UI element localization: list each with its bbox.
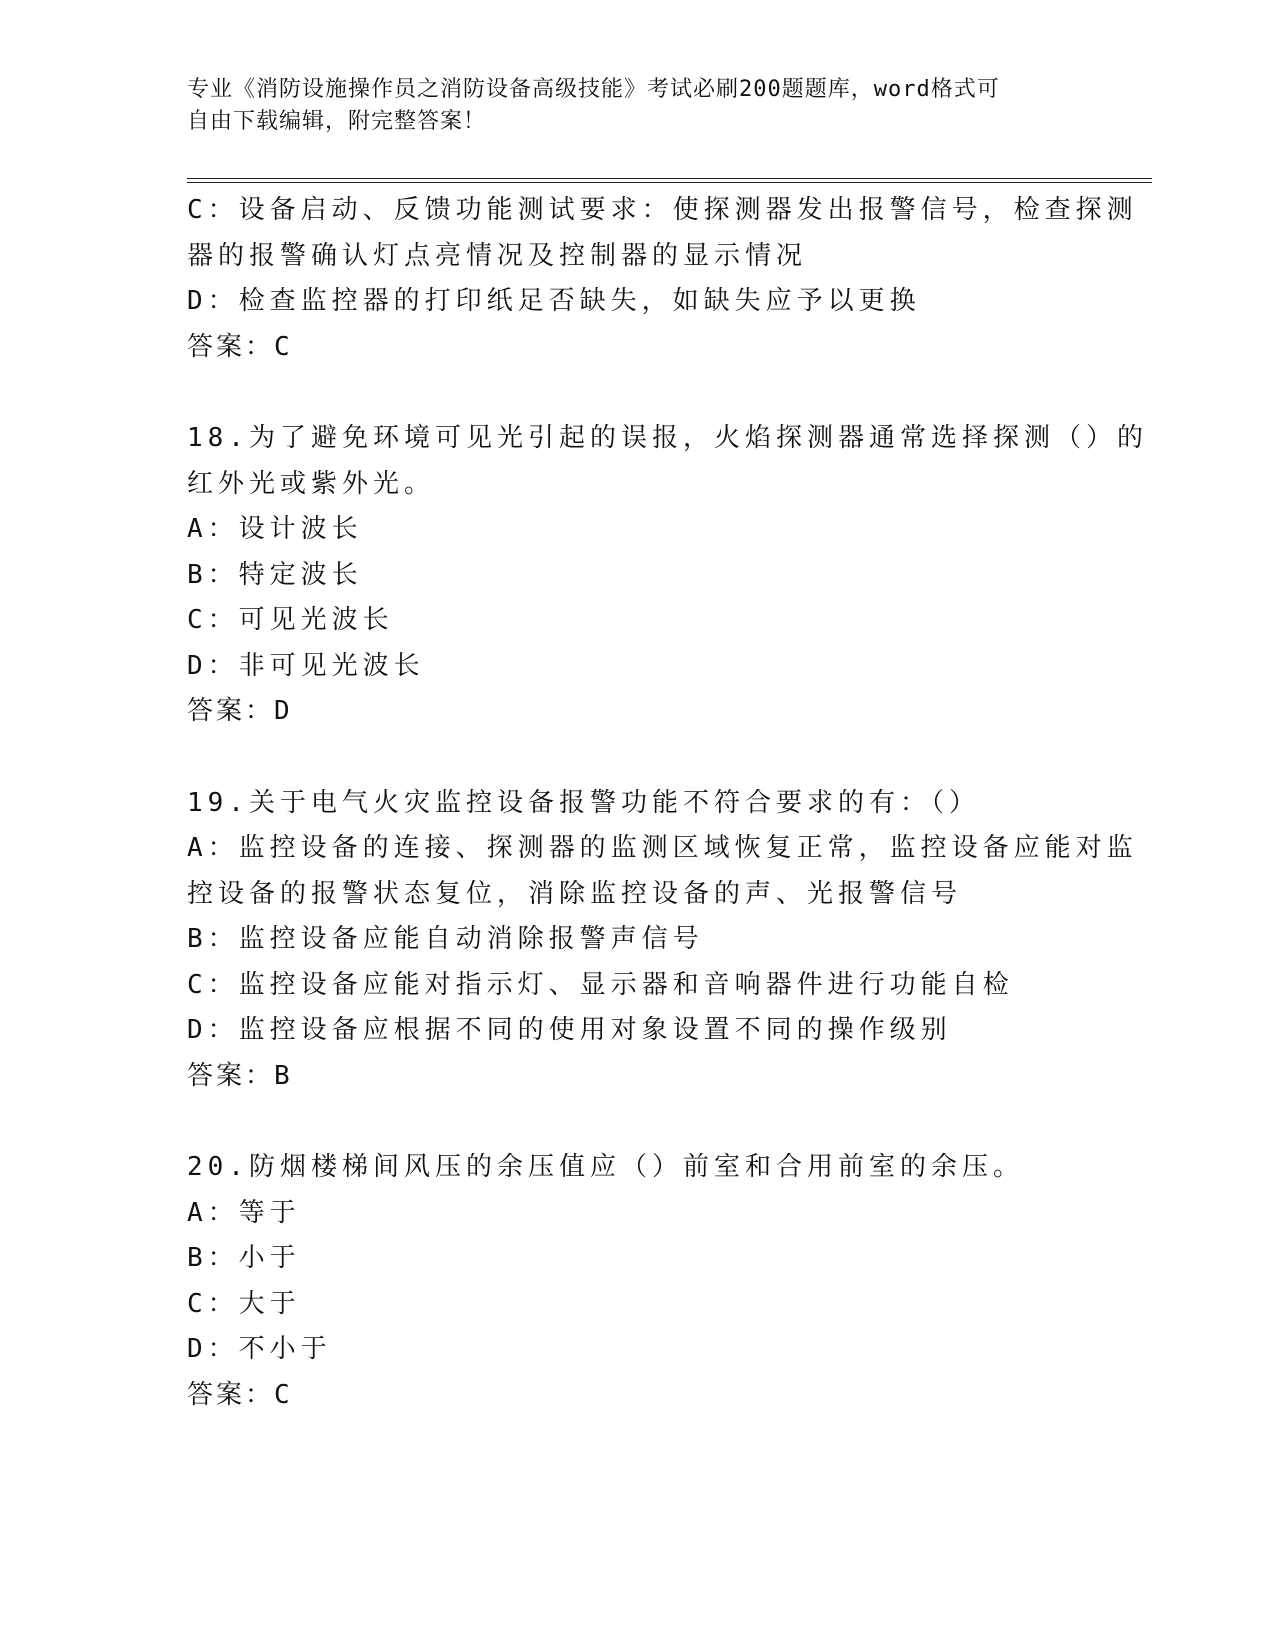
question-stem: 18.为了避免环境可见光引起的误报，火焰探测器通常选择探测（）的 bbox=[187, 423, 1148, 453]
header-title-line-1: 专业《消防设施操作员之消防设备高级技能》考试必刷200题题库，word格式可 bbox=[187, 77, 1000, 102]
option-c-continuation: 器的报警确认灯点亮情况及控制器的显示情况 bbox=[187, 240, 808, 271]
option-a: A：监控设备的连接、探测器的监测区域恢复正常，监控设备应能对监 bbox=[187, 833, 1138, 863]
question-stem-continuation: 红外光或紫外光。 bbox=[187, 468, 436, 499]
option-a-continuation: 控设备的报警状态复位，消除监控设备的声、光报警信号 bbox=[187, 878, 963, 909]
question-stem: 19.关于电气火灾监控设备报警功能不符合要求的有：（） bbox=[187, 787, 980, 818]
option-d: D：监控设备应根据不同的使用对象设置不同的操作级别 bbox=[187, 1015, 952, 1045]
question-block-18 bbox=[187, 416, 1148, 735]
answer-line: 答案：D bbox=[187, 696, 293, 726]
spacer bbox=[187, 370, 1087, 416]
option-c: C：大于 bbox=[187, 1288, 301, 1319]
document-header bbox=[187, 74, 1067, 138]
option-d: D：不小于 bbox=[187, 1334, 332, 1364]
option-d: D：非可见光波长 bbox=[187, 650, 425, 681]
question-block-17 bbox=[187, 188, 1138, 370]
option-b: B：小于 bbox=[187, 1243, 301, 1273]
header-title-line-2: 自由下载编辑，附完整答案！ bbox=[187, 109, 487, 134]
answer-line: 答案：C bbox=[187, 331, 293, 362]
spacer bbox=[187, 735, 1087, 781]
option-b: B：特定波长 bbox=[187, 559, 363, 590]
document-body bbox=[187, 188, 1148, 1418]
option-c: C：可见光波长 bbox=[187, 605, 394, 635]
answer-line: 答案：B bbox=[187, 1060, 293, 1091]
spacer bbox=[187, 1099, 1087, 1145]
option-a: A：等于 bbox=[187, 1197, 301, 1228]
header-divider-bottom bbox=[187, 182, 1152, 183]
option-d: D：检查监控器的打印纸足否缺失，如缺失应予以更换 bbox=[187, 286, 921, 316]
option-c: C：监控设备应能对指示灯、显示器和音响器件进行功能自检 bbox=[187, 969, 1014, 1000]
option-b: B：监控设备应能自动消除报警声信号 bbox=[187, 924, 704, 954]
header-divider-top bbox=[187, 178, 1152, 179]
answer-line: 答案：C bbox=[187, 1379, 293, 1410]
question-block-20 bbox=[187, 1145, 1087, 1418]
question-stem: 20.防烟楼梯间风压的余压值应（）前室和合用前室的余压。 bbox=[187, 1152, 1024, 1182]
question-block-19 bbox=[187, 781, 1138, 1100]
option-c: C：设备启动、反馈功能测试要求：使探测器发出报警信号，检查探测 bbox=[187, 195, 1138, 225]
option-a: A：设计波长 bbox=[187, 514, 363, 544]
